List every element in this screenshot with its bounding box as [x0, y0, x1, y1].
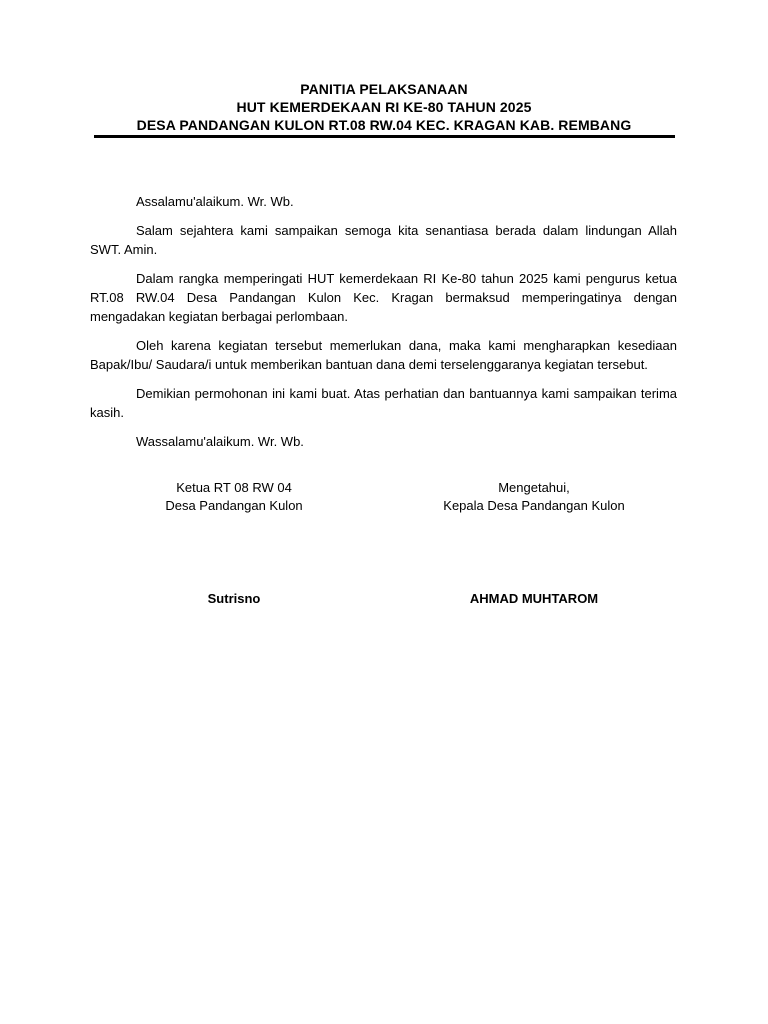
signer-left-title: Ketua RT 08 RW 04	[176, 480, 292, 495]
signer-right-org: Kepala Desa Pandangan Kulon	[443, 498, 625, 513]
letterhead-committee: PANITIA PELAKSANAAN	[300, 81, 468, 97]
signer-left-name: Sutrisno	[207, 591, 261, 606]
paragraph-salutation: Salam sejahtera kami sampaikan semoga kita senantiasa berada dalam lindungan Allah SWT. Amin.	[90, 223, 677, 257]
paragraph-purpose: Dalam rangka memperingati HUT kemerdekaan RI Ke-80 tahun 2025 kami pengurus ketua RT.08 RW.04 Desa Pandangan Kulon Kec. Kragan bermaksud memperingatinya dengan mengadakan kegiatan berbagai perlombaan.	[90, 271, 677, 324]
signer-right-name: AHMAD MUHTAROM	[469, 591, 599, 606]
letterhead-event: HUT KEMERDEKAAN RI KE-80 TAHUN 2025	[236, 99, 532, 115]
closing-greeting: Wassalamu'alaikum. Wr. Wb.	[136, 434, 304, 449]
signature-block-left	[134, 479, 334, 515]
letterhead-divider	[94, 135, 675, 138]
signer-right-title: Mengetahui,	[498, 480, 570, 495]
greeting: Assalamu'alaikum. Wr. Wb.	[136, 194, 294, 209]
letterhead-address: DESA PANDANGAN KULON RT.08 RW.04 KEC. KRAGAN KAB. REMBANG	[136, 117, 632, 133]
paragraph-request: Oleh karena kegiatan tersebut memerlukan dana, maka kami mengharapkan kesediaan Bapak/Ibu/ Saudara/i untuk memberikan bantuan dana demi terselenggaranya kegiatan tersebut.	[90, 338, 677, 372]
letterhead	[90, 80, 678, 134]
paragraph-closing: Demikian permohonan ini kami buat. Atas perhatian dan bantuannya kami sampaikan terima kasih.	[90, 386, 677, 420]
signer-left-org: Desa Pandangan Kulon	[165, 498, 303, 513]
letter-body	[90, 192, 677, 461]
signature-block-right	[414, 479, 654, 515]
